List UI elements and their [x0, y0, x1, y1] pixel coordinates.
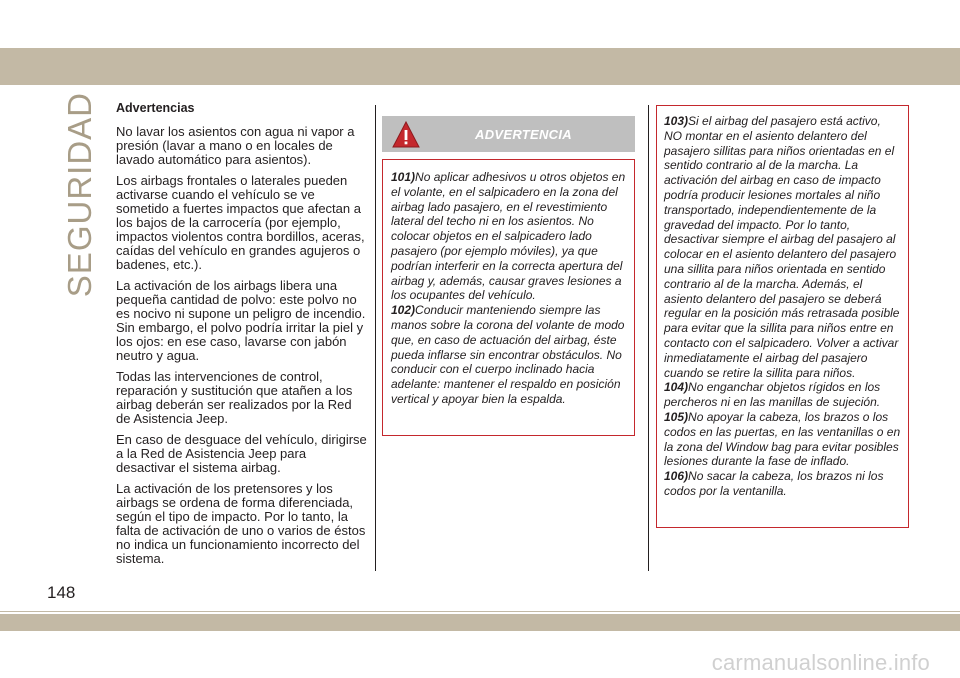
- warning-item: [391, 170, 628, 303]
- header-band: [0, 48, 960, 85]
- warning-number: 101): [391, 170, 416, 184]
- paragraph: En caso de desguace del vehículo, dirigirse a la Red de Asistencia Jeep para desactivar el sistema airbag.: [116, 432, 367, 475]
- section-heading: Advertencias: [116, 101, 195, 115]
- warning-item: [664, 380, 902, 410]
- warning-text: No aplicar adhesivos u otros objetos en el volante, en el salpicadero en la zona del airbag lado pasajero, en el revestimiento lateral del techo ni en los asientos. No colocar objetos en el salpicadero lado pasajero (por ejemplo móviles), ya que podrían interferir en la correcta apertura del airbag y, además, causar graves lesiones a los ocupantes del vehículo.: [391, 170, 626, 303]
- paragraph: La activación de los airbags libera una pequeña cantidad de polvo: este polvo no es nocivo ni supone un peligro de incendio. Sin embargo, el polvo podría irritar la piel y los ojos: en ese caso, lavarse con jabón neutro y agua.: [116, 278, 366, 363]
- warning-text: Si el airbag del pasajero está activo, NO montar en el asiento delantero del pasajero sillitas para niños orientadas en el sentido contrario al de la marcha. La activación del airbag en caso de impacto podría producir lesiones mortales al niño transportado, independientemente de la gravedad del impacto. Por lo tanto, desactivar siempre el airbag del pasajero al colocar en el asiento delantero del pasajero una sillita para niños orientada en sentido contrario al de la marcha. Además, el asiento delantero del pasajero se deberá regular en la posición más retrasada posible para evitar que la sillita para niños entre en contacto con el salpicadero. Volver a activar inmediatamente el airbag del pasajero cuando se retire la sillita para niños.: [664, 114, 900, 380]
- section-label: SEGURIDAD: [61, 92, 98, 298]
- footer-band: [0, 614, 960, 631]
- warning-box: [382, 159, 635, 436]
- paragraph: No lavar los asientos con agua ni vapor a presión (lavar a mano o en locales de lavado automático para asientos).: [116, 124, 355, 167]
- column-divider: [375, 105, 376, 571]
- paragraph: La activación de los pretensores y los airbags se ordena de forma diferenciada, según el tipo de impacto. Por lo tanto, la falta de activación de uno o varios de éstos no indica un funcionamiento incorrecto del sistema.: [116, 481, 366, 566]
- warning-box-continued: [656, 105, 909, 528]
- paragraph: Todas las intervenciones de control, reparación y sustitución que atañen a los airbag deberán ser realizados por la Red de Asistencia Jeep.: [116, 369, 353, 426]
- warning-item: [664, 114, 902, 380]
- warning-text: No enganchar objetos rígidos en los percheros ni en las manillas de sujeción.: [664, 380, 881, 410]
- warning-number: 103): [664, 114, 689, 128]
- paragraph: Los airbags frontales o laterales pueden activarse cuando el vehículo se ve sometido a fuertes impactos que afectan a los bajos de la carrocería (por ejemplo, impactos violentos contra bordillos, aceras, caídas del vehículo en grandes agujeros o badenes, etc.).: [116, 173, 365, 272]
- warning-text: No apoyar la cabeza, los brazos o los codos en las puertas, en las ventanillas o en la zona del Window bag para evitar posibles lesiones durante la fase de inflado.: [664, 409, 901, 469]
- warning-number: 106): [664, 469, 689, 484]
- warning-number: 102): [391, 303, 416, 318]
- warning-text: No sacar la cabeza, los brazos ni los codos por la ventanilla.: [664, 469, 884, 498]
- warning-item: [664, 469, 902, 499]
- warning-title: ADVERTENCIA: [475, 127, 572, 142]
- footer-rule: [0, 611, 960, 612]
- warning-header: [382, 116, 635, 152]
- warning-item: [664, 410, 902, 469]
- column-advertencias: [116, 101, 368, 573]
- column-divider: [648, 105, 649, 571]
- page-number: 148: [47, 583, 76, 602]
- warning-number: 105): [664, 409, 689, 424]
- watermark: carmanualsonline.info: [711, 650, 930, 675]
- warning-text: Conducir manteniendo siempre las manos sobre la corona del volante de modo que, en caso de actuación del airbag, éste pueda inflarse sin encontrar obstáculos. No conducir con el cuerpo inclinado hacia adelante: mantener el respaldo en posición vertical y apoyar bien la espalda.: [391, 303, 625, 406]
- warning-number: 104): [664, 380, 689, 395]
- warning-item: [391, 303, 628, 407]
